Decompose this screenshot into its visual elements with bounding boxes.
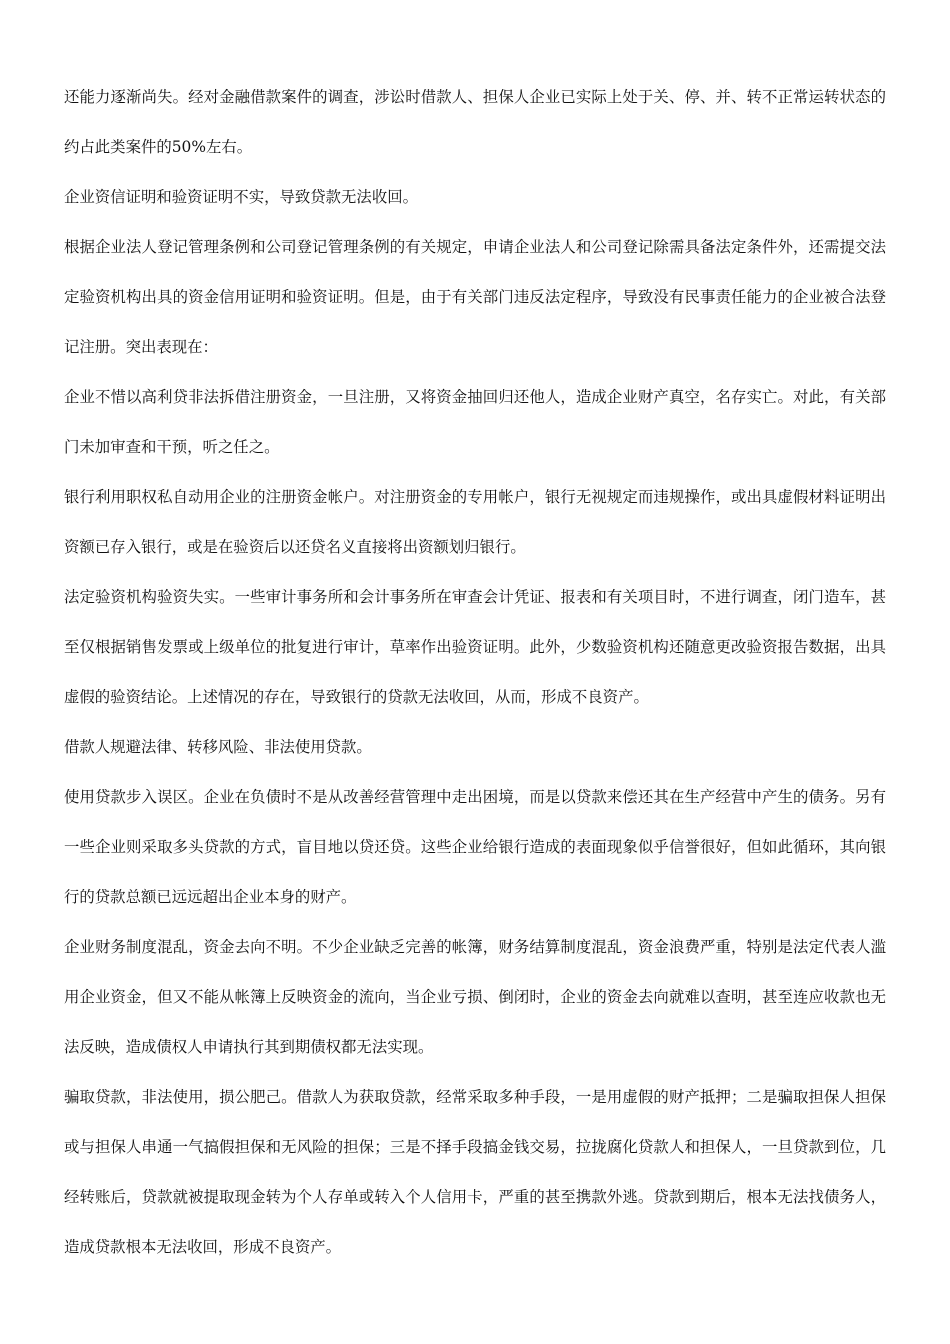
paragraph-8: 使用贷款步入误区。企业在负债时不是从改善经营管理中走出困境，而是以贷款来偿还其在生产经营中产生的债务。另有一些企业则采取多头贷款的方式，盲目地以贷还贷。这些企业给银行造成的表面现象似乎信誉很好，但如此循环，其向银行的贷款总额已远远超出企业本身的财产。 <box>64 788 886 906</box>
paragraph-4: 企业不惜以高利贷非法拆借注册资金，一旦注册，又将资金抽回归还他人，造成企业财产真空，名存实亡。对此，有关部门未加审查和干预，听之任之。 <box>64 388 886 456</box>
paragraph-6: 法定验资机构验资失实。一些审计事务所和会计事务所在审查会计凭证、报表和有关项目时，不进行调查，闭门造车，甚至仅根据销售发票或上级单位的批复进行审计，草率作出验资证明。此外，少数验资机构还随意更改验资报告数据，出具虚假的验资结论。上述情况的存在，导致银行的贷款无法收回，从而，形成不良资产。 <box>64 588 886 706</box>
paragraph-10: 骗取贷款，非法使用，损公肥己。借款人为获取贷款，经常采取多种手段，一是用虚假的财产抵押；二是骗取担保人担保或与担保人串通一气搞假担保和无风险的担保；三是不择手段搞金钱交易，拉拢腐化贷款人和担保人，一旦贷款到位，几经转账后，贷款就被提取现金转为个人存单或转入个人信用卡，严重的甚至携款外逃。贷款到期后，根本无法找债务人，造成贷款根本无法收回，形成不良资产。 <box>64 1088 886 1256</box>
paragraph-3: 根据企业法人登记管理条例和公司登记管理条例的有关规定，申请企业法人和公司登记除需具备法定条件外，还需提交法定验资机构出具的资金信用证明和验资证明。但是，由于有关部门违反法定程序，导致没有民事责任能力的企业被合法登记注册。突出表现在： <box>64 238 886 356</box>
paragraph-1: 还能力逐渐尚失。经对金融借款案件的调查，涉讼时借款人、担保人企业已实际上处于关、停、并、转不正常运转状态的约占此类案件的50%左右。 <box>64 88 886 156</box>
paragraph-2: 企业资信证明和验资证明不实，导致贷款无法收回。 <box>64 188 418 206</box>
paragraph-7: 借款人规避法律、转移风险、非法使用贷款。 <box>64 738 372 756</box>
paragraph-5: 银行利用职权私自动用企业的注册资金帐户。对注册资金的专用帐户，银行无视规定而违规操作，或出具虚假材料证明出资额已存入银行，或是在验资后以还贷名义直接将出资额划归银行。 <box>64 488 886 556</box>
paragraph-9: 企业财务制度混乱，资金去向不明。不少企业缺乏完善的帐簿，财务结算制度混乱，资金浪费严重，特别是法定代表人滥用企业资金，但又不能从帐簿上反映资金的流向，当企业亏损、倒闭时，企业的资金去向就难以查明，甚至连应收款也无法反映，造成债权人申请执行其到期债权都无法实现。 <box>64 938 886 1056</box>
document-body <box>64 72 886 1272</box>
